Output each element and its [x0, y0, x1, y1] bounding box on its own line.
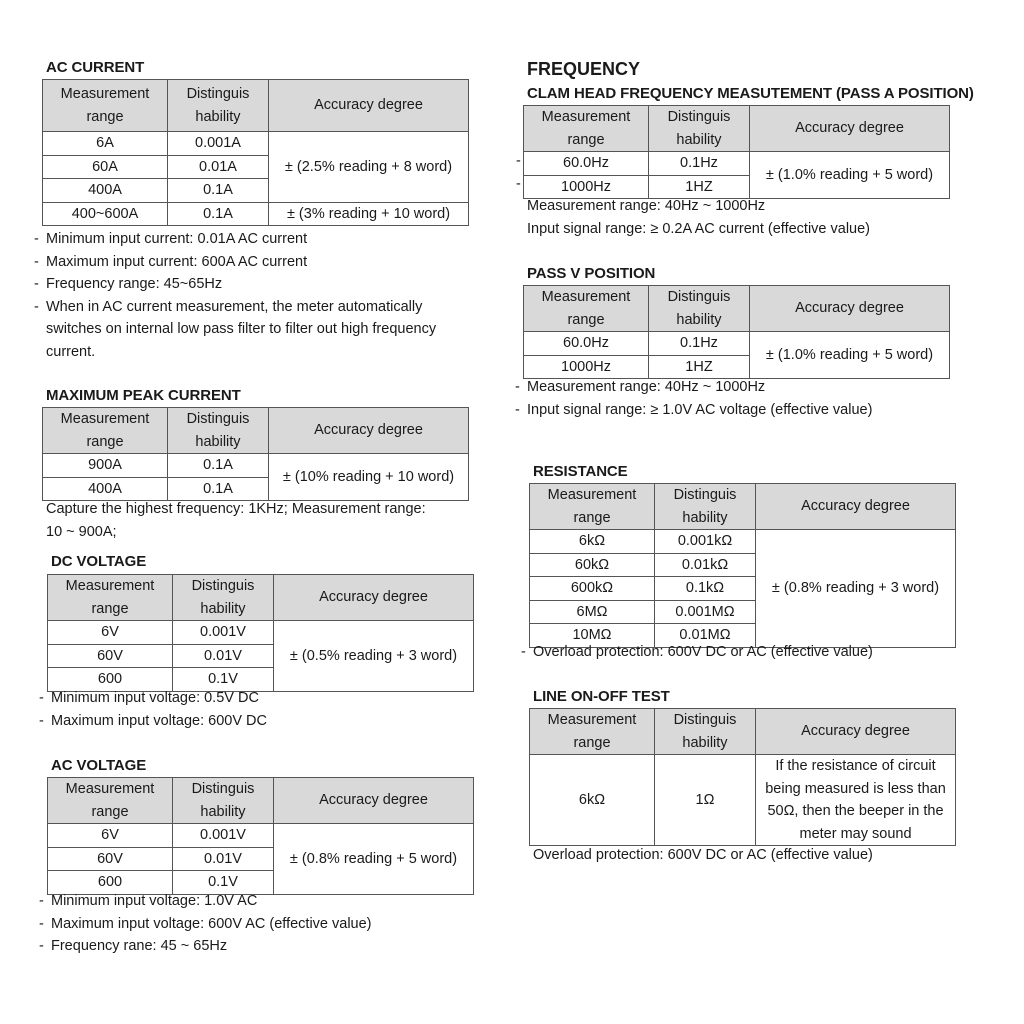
header-accuracy: Accuracy degree	[269, 80, 469, 132]
resistance-notes	[521, 641, 873, 664]
header-range: Measurement range	[530, 484, 655, 530]
pass-v-title: PASS V POSITION	[527, 265, 656, 282]
table-cell-range: 60.0Hz	[524, 332, 649, 356]
ac-current-title: AC CURRENT	[46, 59, 145, 76]
table-cell-range: 6V	[48, 621, 173, 645]
header-accuracy: Accuracy degree	[750, 286, 950, 332]
dc-voltage-notes	[39, 687, 267, 732]
table-cell-range: 10MΩ	[530, 624, 655, 648]
clam-head-notes	[527, 195, 870, 240]
table-cell-dist: 0.1A	[168, 454, 269, 478]
table-cell-dist: 0.1A	[168, 202, 269, 226]
frequency-title: FREQUENCY	[527, 59, 641, 79]
table-cell-accuracy: ± (10% reading + 10 word)	[269, 454, 469, 501]
table-cell-range: 6MΩ	[530, 600, 655, 624]
list-item-continued: current.	[46, 343, 96, 360]
list-item: - Maximum input voltage: 600V DC	[39, 712, 267, 729]
table-cell-range: 900A	[43, 454, 168, 478]
header-range: Measurement range	[43, 408, 168, 454]
list-item: - Overload protection: 600V DC or AC (effective value)	[521, 644, 873, 660]
table-cell-dist: 0.001V	[173, 621, 274, 645]
table-cell-dist: 0.01kΩ	[655, 553, 756, 577]
table-cell-dist: 0.1Hz	[649, 152, 750, 176]
header-accuracy: Accuracy degree	[274, 575, 474, 621]
table-cell-dist: 0.1A	[168, 179, 269, 203]
table-cell-dist: 0.01MΩ	[655, 624, 756, 648]
table-cell-accuracy: ± (1.0% reading + 5 word)	[750, 152, 950, 199]
list-item-continued: switches on internal low pass filter to filter out high frequency	[46, 321, 437, 337]
dc-voltage-table	[47, 574, 474, 692]
note-line: Input signal range: ≥ 0.2A AC current (effective value)	[527, 220, 870, 237]
list-item: - Frequency rane: 45 ~ 65Hz	[39, 938, 228, 954]
table-cell-accuracy: ± (1.0% reading + 5 word)	[750, 332, 950, 379]
ac-voltage-title: AC VOLTAGE	[51, 757, 147, 774]
table-cell-accuracy: ± (0.5% reading + 3 word)	[274, 621, 474, 692]
table-cell-dist: 0.001kΩ	[655, 530, 756, 554]
header-range: Measurement range	[48, 575, 173, 621]
note-line: Measurement range: 40Hz ~ 1000Hz	[527, 198, 766, 214]
table-cell-dist: 0.001A	[168, 132, 269, 156]
list-item: - Minimum input voltage: 0.5V DC	[39, 690, 259, 706]
table-cell-range: 400A	[43, 179, 168, 203]
header-range: Measurement range	[530, 709, 655, 755]
header-distinguishability: Distinguis hability	[168, 80, 269, 132]
table-cell-dist: 1Ω	[655, 755, 756, 846]
header-distinguishability: Distinguis hability	[649, 286, 750, 332]
line-test-title: LINE ON-OFF TEST	[533, 688, 670, 705]
header-accuracy: Accuracy degree	[756, 484, 956, 530]
table-cell-dist: 0.1kΩ	[655, 577, 756, 601]
header-accuracy: Accuracy degree	[274, 778, 474, 824]
table-cell-range: 60V	[48, 644, 173, 668]
table-cell-range: 1000Hz	[524, 175, 649, 199]
ac-current-notes	[34, 228, 436, 363]
table-cell-accuracy: ± (3% reading + 10 word)	[269, 202, 469, 226]
note-line: 10 ~ 900A;	[46, 523, 117, 540]
table-cell-range: 60.0Hz	[524, 152, 649, 176]
header-range: Measurement range	[524, 106, 649, 152]
table-cell-range: 400A	[43, 477, 168, 501]
table-cell-dist: 0.001MΩ	[655, 600, 756, 624]
table-cell-range: 600	[48, 871, 173, 895]
table-cell-dist: 0.01V	[173, 644, 274, 668]
clam-head-title: CLAM HEAD FREQUENCY MEASUTEMENT (PASS A POSITION)	[527, 85, 974, 102]
table-cell-accuracy: ± (2.5% reading + 8 word)	[269, 132, 469, 203]
pass-v-notes	[515, 376, 872, 421]
table-cell-dist: 1HZ	[649, 175, 750, 199]
table-row-dash: -	[516, 153, 521, 169]
table-cell-range: 600kΩ	[530, 577, 655, 601]
table-cell-dist: 1HZ	[649, 355, 750, 379]
table-cell-range: 60A	[43, 155, 168, 179]
header-accuracy: Accuracy degree	[269, 408, 469, 454]
header-range: Measurement range	[48, 778, 173, 824]
max-peak-notes	[46, 498, 426, 543]
table-cell-dist: 0.001V	[173, 824, 274, 848]
line-test-notes	[533, 844, 873, 867]
table-cell-range: 600	[48, 668, 173, 692]
list-item: - Input signal range: ≥ 1.0V AC voltage (effective value)	[515, 401, 873, 418]
table-cell-dist: 0.01V	[173, 847, 274, 871]
header-range: Measurement range	[43, 80, 168, 132]
table-cell-dist: 0.1A	[168, 477, 269, 501]
header-distinguishability: Distinguis hability	[655, 484, 756, 530]
line-test-table	[529, 708, 956, 846]
header-distinguishability: Distinguis hability	[173, 778, 274, 824]
resistance-table	[529, 483, 956, 648]
list-item: - Maximum input current: 600A AC current	[34, 253, 308, 270]
table-cell-accuracy: ± (0.8% reading + 3 word)	[756, 530, 956, 648]
clam-head-table	[523, 105, 950, 199]
pass-v-table	[523, 285, 950, 379]
list-item: - Frequency range: 45~65Hz	[34, 276, 223, 292]
resistance-title: RESISTANCE	[533, 463, 628, 480]
list-item: - When in AC current measurement, the meter automatically	[34, 298, 423, 315]
table-cell-range: 60kΩ	[530, 553, 655, 577]
header-range: Measurement range	[524, 286, 649, 332]
note-line: Capture the highest frequency: 1KHz; Measurement range:	[46, 501, 426, 517]
note-line: Overload protection: 600V DC or AC (effective value)	[533, 847, 873, 863]
table-cell-range: 60V	[48, 847, 173, 871]
table-cell-dist: 0.1V	[173, 668, 274, 692]
header-accuracy: Accuracy degree	[756, 709, 956, 755]
table-cell-range: 6V	[48, 824, 173, 848]
ac-voltage-notes	[39, 890, 372, 958]
table-cell-accuracy: ± (0.8% reading + 5 word)	[274, 824, 474, 895]
table-cell-accuracy: If the resistance of circuit being measured is less than 50Ω, then the beeper in the meter may sound	[756, 755, 956, 846]
header-distinguishability: Distinguis hability	[655, 709, 756, 755]
table-cell-dist: 0.1Hz	[649, 332, 750, 356]
table-row-dash: -	[516, 176, 521, 192]
table-cell-dist: 0.01A	[168, 155, 269, 179]
header-accuracy: Accuracy degree	[750, 106, 950, 152]
max-peak-table	[42, 407, 469, 501]
table-cell-range: 6A	[43, 132, 168, 156]
header-distinguishability: Distinguis hability	[173, 575, 274, 621]
header-distinguishability: Distinguis hability	[649, 106, 750, 152]
table-cell-range: 1000Hz	[524, 355, 649, 379]
list-item: - Minimum input current: 0.01A AC current	[34, 231, 308, 247]
table-cell-range: 6kΩ	[530, 530, 655, 554]
table-cell-range: 6kΩ	[530, 755, 655, 846]
table-cell-range: 400~600A	[43, 202, 168, 226]
table-cell-dist: 0.1V	[173, 871, 274, 895]
list-item: - Measurement range: 40Hz ~ 1000Hz	[515, 379, 766, 395]
max-peak-title: MAXIMUM PEAK CURRENT	[46, 387, 241, 404]
dc-voltage-title: DC VOLTAGE	[51, 553, 147, 570]
list-item: - Minimum input voltage: 1.0V AC	[39, 893, 258, 909]
list-item: - Maximum input voltage: 600V AC (effective value)	[39, 915, 372, 932]
header-distinguishability: Distinguis hability	[168, 408, 269, 454]
ac-voltage-table	[47, 777, 474, 895]
ac-current-table	[42, 79, 469, 226]
